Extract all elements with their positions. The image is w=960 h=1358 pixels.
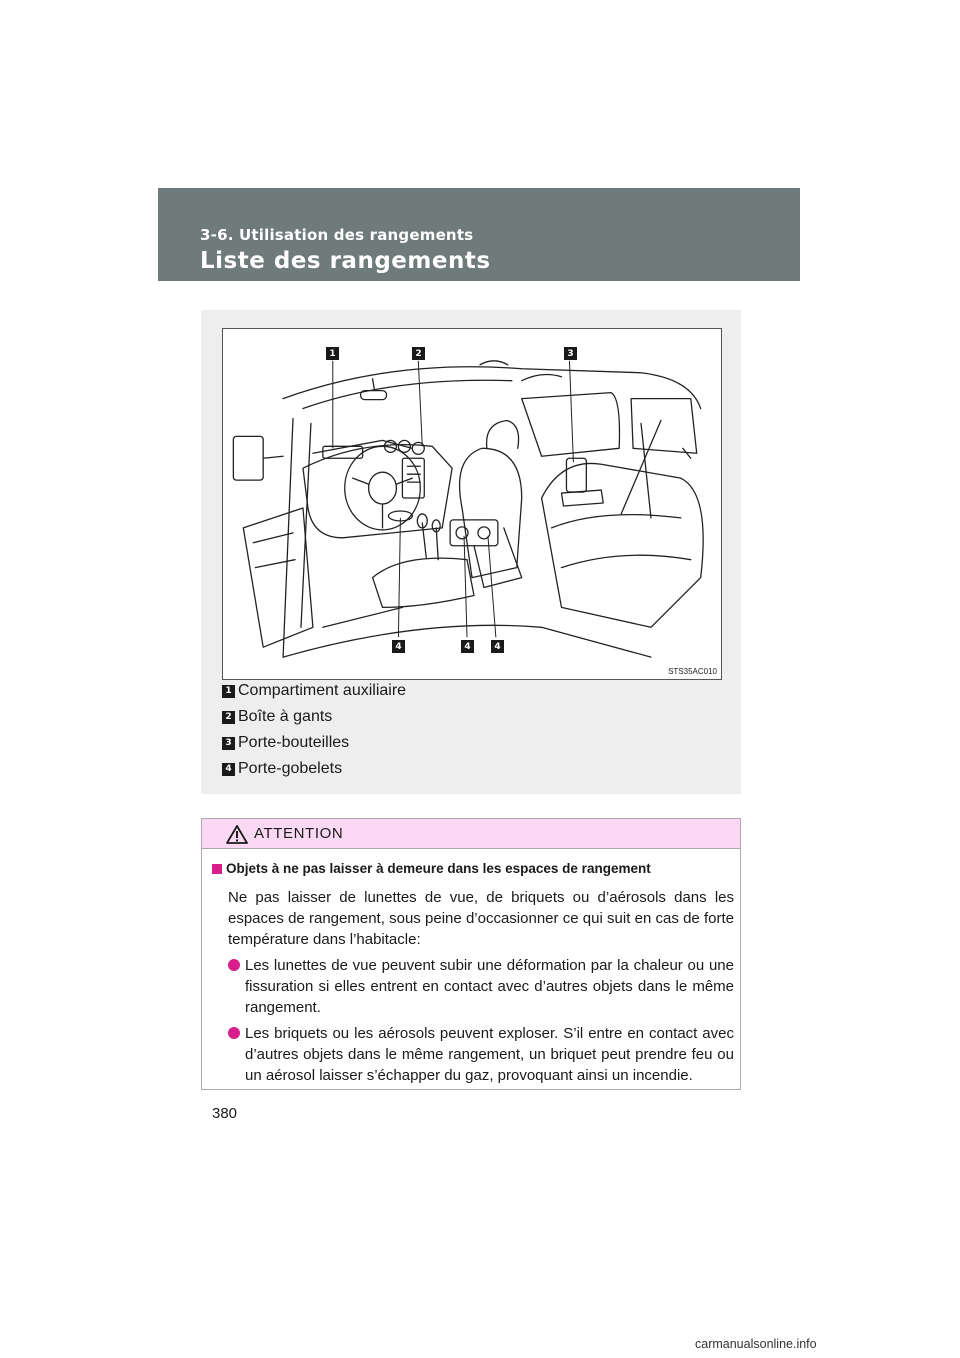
page-number: 380 — [212, 1105, 238, 1122]
callout-4a: 4 — [392, 640, 405, 653]
legend-label: Boîte à gants — [238, 708, 333, 725]
callout-4b: 4 — [461, 640, 474, 653]
caution-bullet-text: Les lunettes de vue peuvent subir une déformation par la chaleur ou une fissuration si elles entrent en contact avec d’autres objets dans le même rangement. — [245, 957, 734, 1016]
legend-item — [222, 732, 349, 754]
round-bullet-icon — [228, 1027, 240, 1039]
legend-item — [222, 706, 332, 728]
legend-item — [222, 758, 342, 780]
caution-box — [201, 818, 741, 1090]
watermark-link[interactable]: carmanualsonline.info — [695, 1337, 817, 1351]
interior-line-drawing — [223, 329, 721, 679]
caution-title: ATTENTION — [254, 825, 344, 842]
section-label: 3-6. Utilisation des rangements — [200, 226, 474, 244]
callout-3: 3 — [564, 347, 577, 360]
callout-1: 1 — [326, 347, 339, 360]
figure-code: STS35AC010 — [668, 667, 717, 676]
caution-header — [202, 819, 740, 849]
callout-2: 2 — [412, 347, 425, 360]
legend-label: Porte-gobelets — [238, 760, 343, 777]
legend-label: Compartiment auxiliaire — [238, 682, 407, 699]
caution-bullet — [228, 955, 734, 1018]
legend-number: 2 — [222, 711, 235, 724]
square-bullet-icon — [212, 864, 222, 874]
caution-heading — [212, 861, 651, 876]
legend-number: 3 — [222, 737, 235, 750]
caution-heading-text: Objets à ne pas laisser à demeure dans les espaces de rangement — [226, 861, 651, 876]
round-bullet-icon — [228, 959, 240, 971]
caution-bullet-text: Les briquets ou les aérosols peuvent exploser. S’il entre en contact avec d’autres objets dans le même rangement, un briquet peut prendre feu ou un aérosol laisser s’échapper du gaz, provoquant ainsi un incendie. — [245, 1025, 734, 1084]
vehicle-interior-illustration — [222, 328, 722, 680]
page-title: Liste des rangements — [200, 248, 491, 274]
legend-label: Porte-bouteilles — [238, 734, 350, 751]
callout-4c: 4 — [491, 640, 504, 653]
caution-intro: Ne pas laisser de lunettes de vue, de briquets ou d’aérosols dans les espaces de rangement, sous peine d’occasionner ce qui suit en cas de forte température dans l’habitacle: — [228, 889, 734, 948]
warning-triangle-icon — [226, 825, 248, 844]
caution-bullet — [228, 1023, 734, 1086]
legend-item — [222, 680, 406, 702]
legend-number: 4 — [222, 763, 235, 776]
legend-number: 1 — [222, 685, 235, 698]
